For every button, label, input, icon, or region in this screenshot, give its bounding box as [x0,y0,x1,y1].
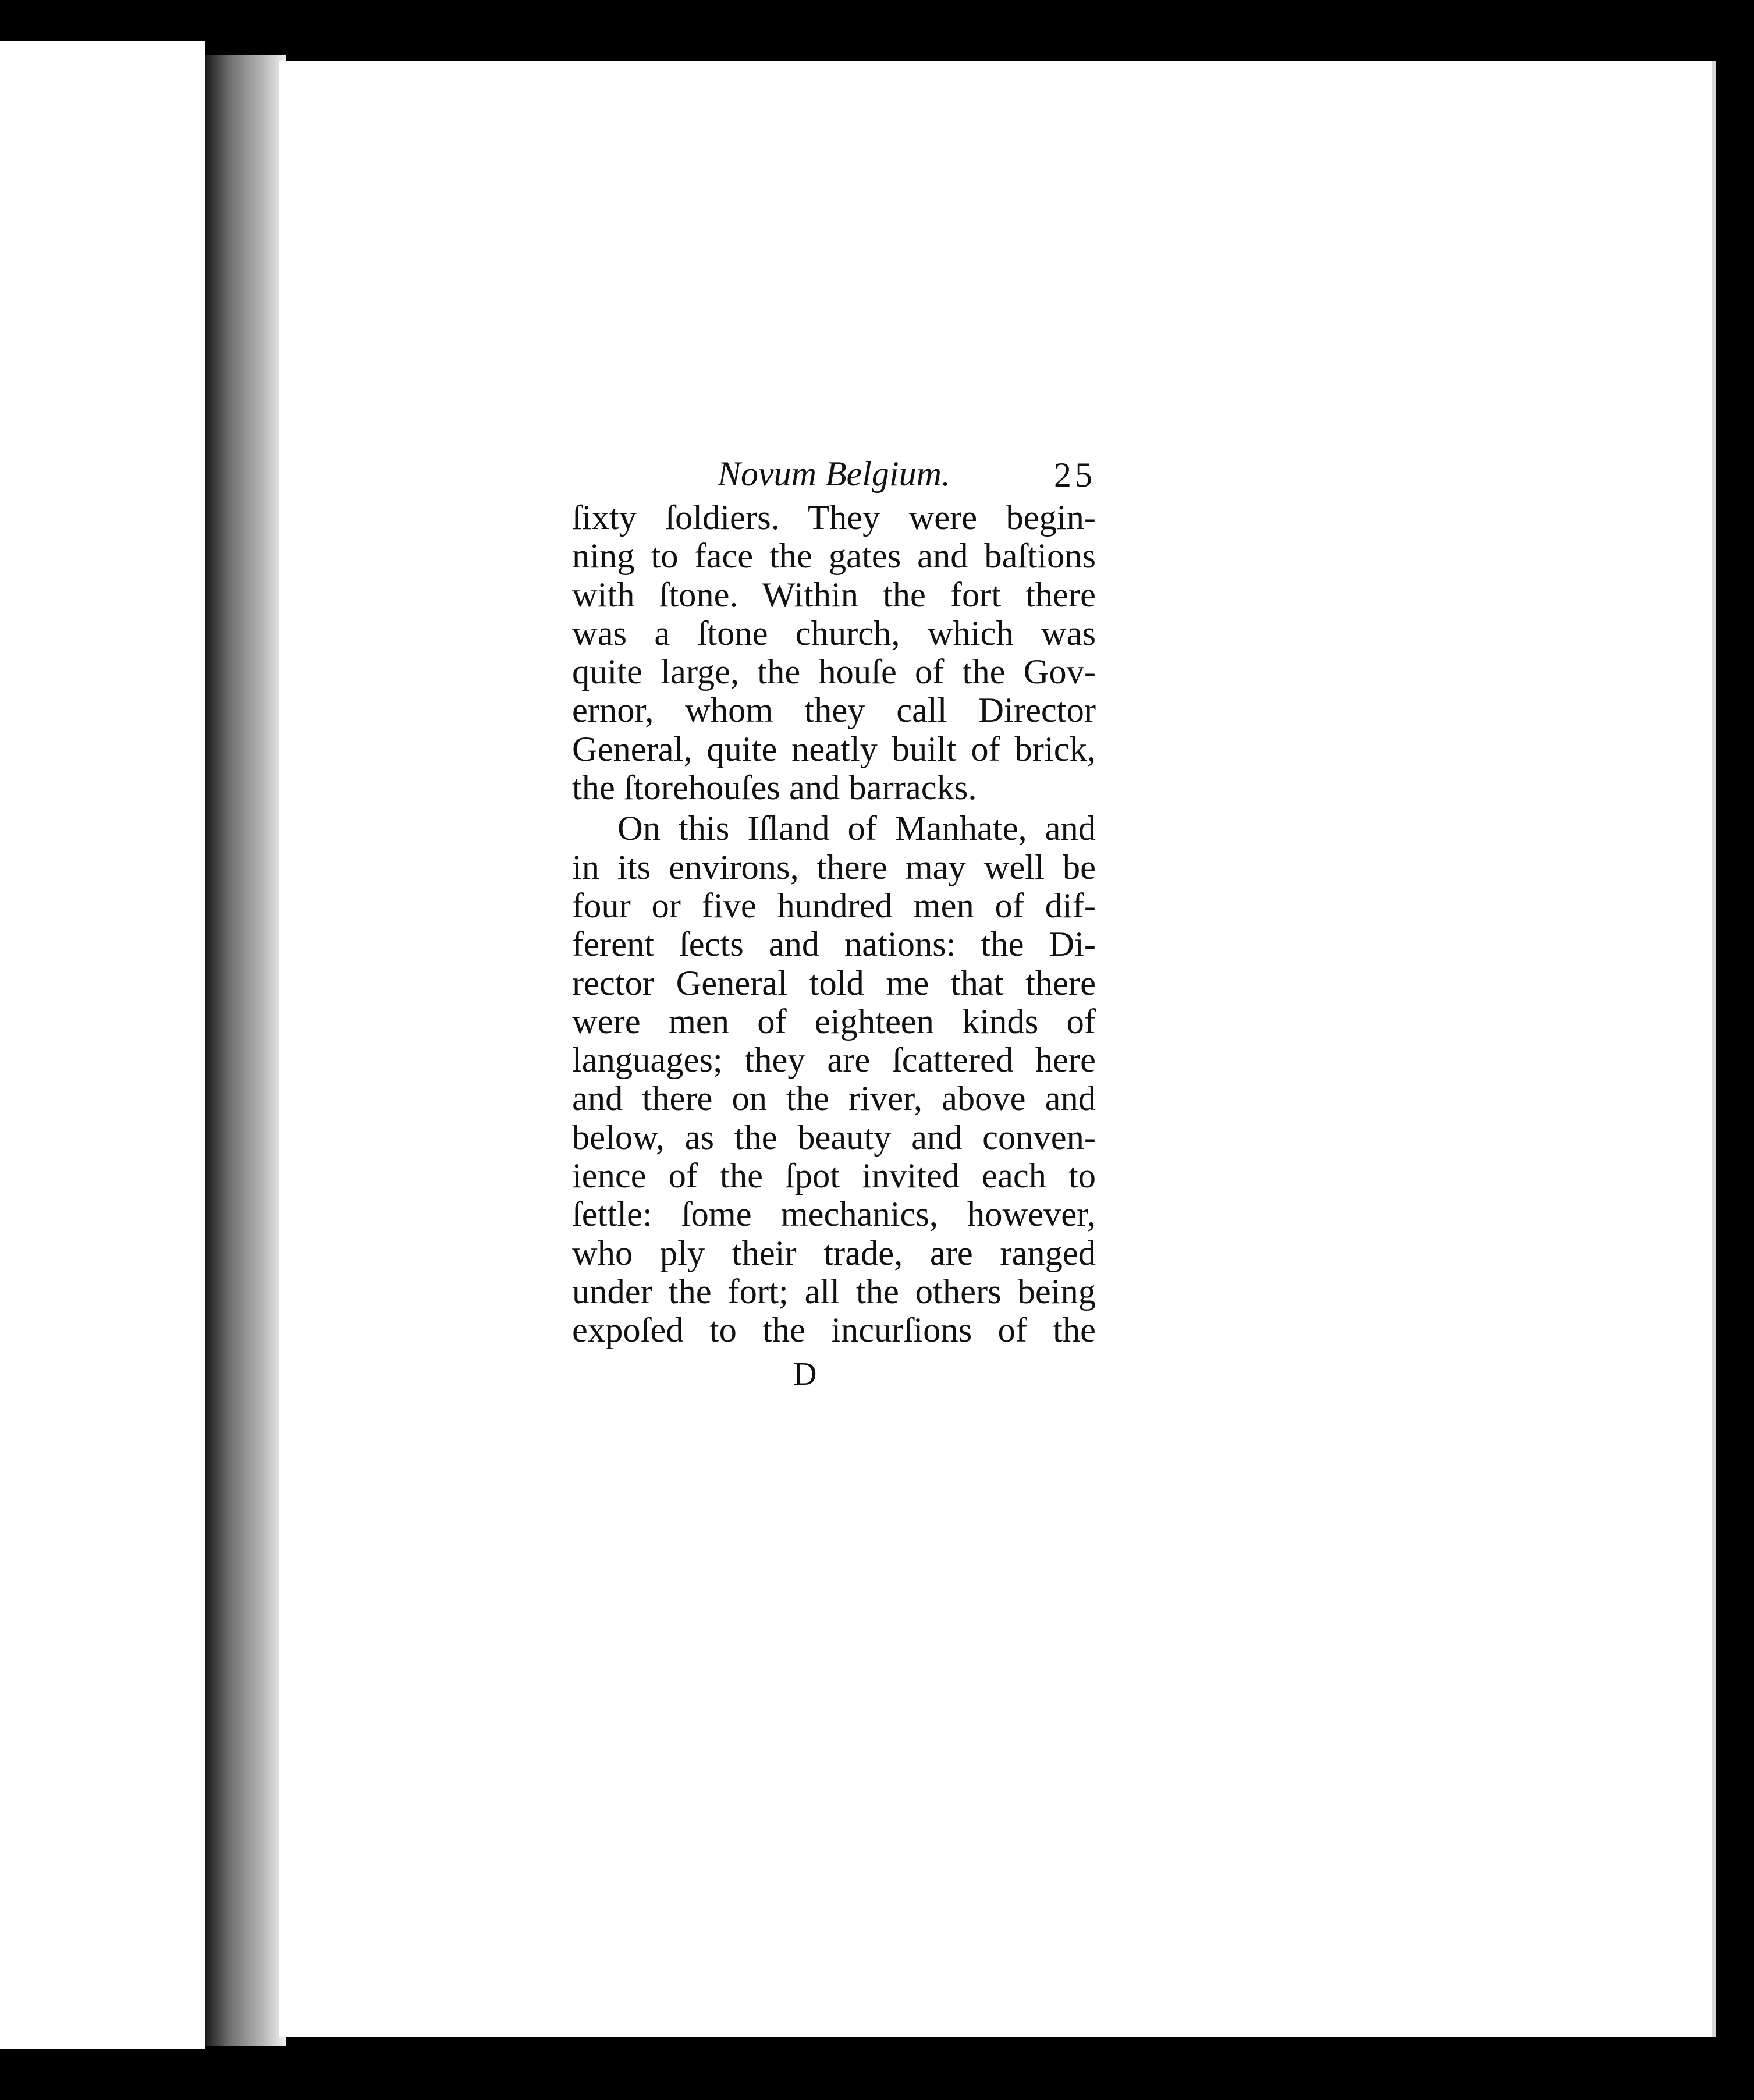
paragraph-2 [572,810,1096,1350]
text-line: and there on the river, above and [572,1079,1096,1119]
running-head [572,451,1096,499]
text-line: ience of the ſpot invited each to [572,1157,1096,1196]
text-line: languages; they are ſcattered here [572,1041,1096,1080]
book-gutter-shadow [205,55,286,2046]
text-line: was a ſtone church, which was [572,613,1096,653]
page-text-block [572,451,1096,1402]
page-right-edge [1712,61,1716,2037]
signature-mark: D [793,1356,817,1392]
running-title: Novum Belgium. [718,455,950,493]
text-line: four or five hundred men of dif- [572,886,1096,925]
text-line: with ſtone. Within the fort there [572,575,1096,615]
previous-page-edge [0,41,205,2049]
text-line: ferent ſects and nations: the Di- [572,925,1096,964]
text-line: ſixty ſoldiers. They were begin- [572,498,1096,537]
text-line: ning to face the gates and baſtions [572,537,1096,576]
text-line: who ply their trade, are ranged [572,1233,1096,1273]
text-line: On this Iſland of Manhate, and [617,809,1096,849]
text-line: rector General told me that there [572,963,1096,1003]
text-line: expoſed to the incurſions of the [572,1311,1096,1350]
signature-mark-row [572,1355,1096,1402]
text-line: the ſtorehouſes and barracks. [572,768,977,808]
paragraph-1 [572,499,1096,807]
text-line: quite large, the houſe of the Gov- [572,652,1096,692]
page-number: 25 [1054,456,1096,494]
text-line: below, as the beauty and conven- [572,1118,1096,1157]
text-line: under the fort; all the others being [572,1272,1096,1311]
text-line: in its environs, there may well be [572,847,1096,887]
text-line: were men of eighteen kinds of [572,1002,1096,1041]
text-line: ſettle: ſome mechanics, however, [572,1195,1096,1235]
text-line: General, quite neatly built of brick, [572,729,1096,769]
text-line: ernor, whom they call Director [572,691,1096,730]
